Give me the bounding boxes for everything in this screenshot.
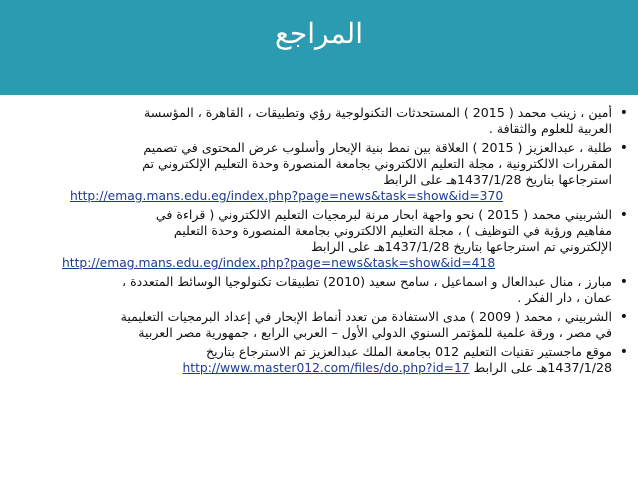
references-list xyxy=(8,105,630,379)
reference-last-line xyxy=(8,360,612,376)
reference-text: الإلكتروني تم استرجاعها بتاريخ 1437/1/28هـ على الرابط xyxy=(311,239,612,254)
bullet-icon: • xyxy=(619,274,628,290)
reference-text: العربية للعلوم والثقافة . xyxy=(488,121,612,136)
reference-text: 1437/1/28هـ على الرابط xyxy=(473,360,612,375)
reference-text: أمين ، زينب محمد ( 2015 ) المستحدثات التكنولوجية رؤي وتطبيقات ، القاهرة ، المؤسسة xyxy=(144,105,612,120)
reference-item xyxy=(8,105,630,137)
reference-text: في مصر ، ورقة علمية للمؤتمر السنوي الدولي الأول – العربي الرابع ، جمهورية مصر العربية xyxy=(138,325,612,340)
reference-text: المقررات الالكترونية ، مجلة التعليم الالكتروني بجامعة المنصورة وحدة التعليم الإلكتروني تم xyxy=(142,156,612,171)
bullet-icon: • xyxy=(619,309,628,325)
reference-text: عمان ، دار الفكر . xyxy=(517,290,612,305)
reference-item xyxy=(8,274,630,306)
bullet-icon: • xyxy=(619,344,628,360)
reference-text: الشربيني ، محمد ( 2009 ) مدى الاستفادة من تعدد أنماط الإبحار في إعداد البرمجيات التعليمية xyxy=(120,309,612,324)
reference-item xyxy=(8,207,630,271)
reference-link[interactable]: http://emag.mans.edu.eg/index.php?page=news&task=show&id=418 xyxy=(62,256,496,270)
reference-text: موقع ماجستير تقنيات التعليم 012 بجامعة الملك عبدالعزيز تم الاسترجاع بتاريخ xyxy=(206,344,612,359)
reference-text: مفاهيم ورؤية في التوظيف ) ، مجلة التعليم الالكتروني بجامعة المنصورة وحدة التعليم xyxy=(173,223,612,238)
bullet-icon: • xyxy=(619,105,628,121)
title-banner xyxy=(0,0,638,95)
reference-text: طلبة ، عبدالعزيز ( 2015 ) العلاقة بين نمط بنية الإبحار وأسلوب عرض المحتوى في تصميم xyxy=(143,140,612,155)
reference-link[interactable]: http://emag.mans.edu.eg/index.php?page=news&task=show&id=370 xyxy=(70,189,504,203)
bullet-icon: • xyxy=(619,140,628,156)
bullet-icon: • xyxy=(619,207,628,223)
reference-item xyxy=(8,140,630,204)
reference-link[interactable]: http://www.master012.com/files/do.php?id=17 xyxy=(182,361,470,375)
reference-text: الشربيني محمد ( 2015 ) نحو واجهة ابحار مرنة لبرمجيات التعليم الالكتروني ( قراءة في xyxy=(155,207,612,222)
reference-item xyxy=(8,309,630,341)
reference-item xyxy=(8,344,630,376)
page-title: المراجع xyxy=(275,17,363,50)
reference-text: استرجاعها بتاريخ 1437/1/28هـ على الرابط xyxy=(383,172,612,187)
reference-text: مبارز ، منال عبدالعال و اسماعيل ، سامح سعيد (2010) تطبيقات تكنولوجيا الوسائط المتعددة ، xyxy=(122,274,612,289)
